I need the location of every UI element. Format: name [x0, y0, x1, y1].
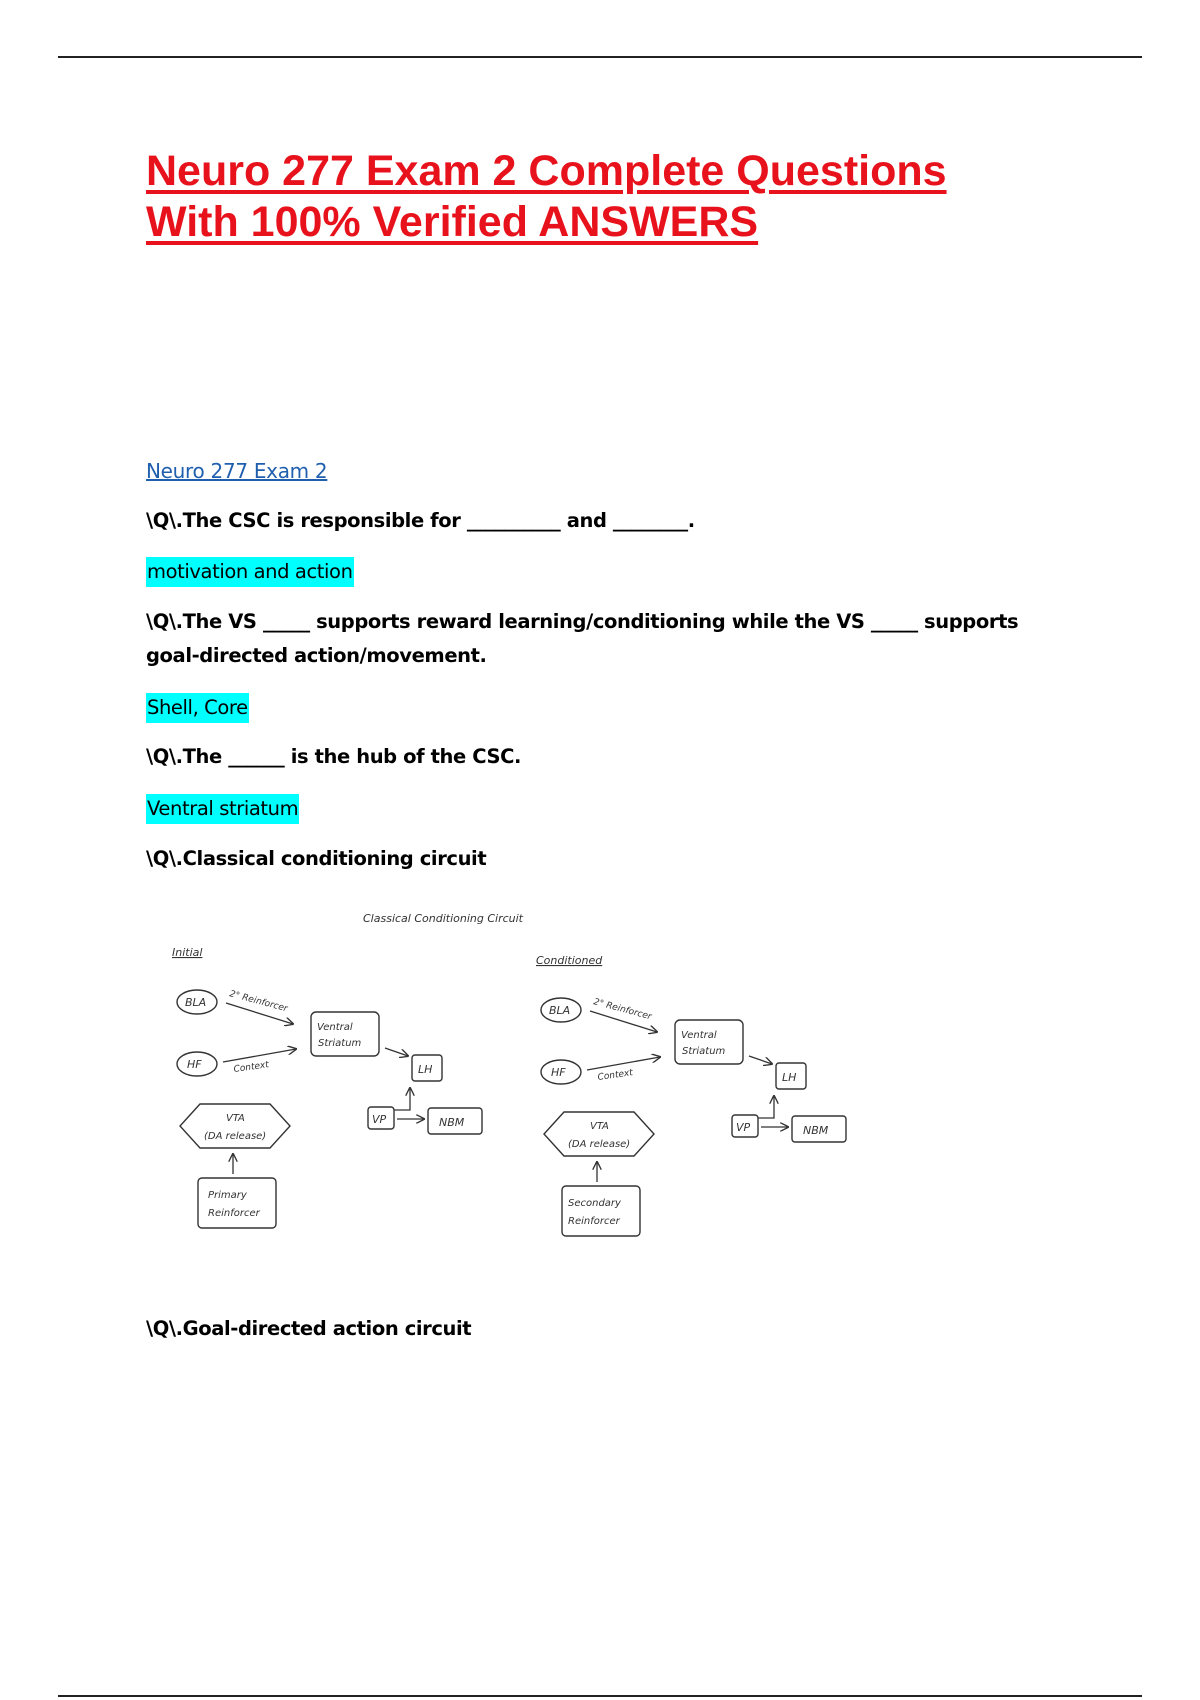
context-label: Context: [233, 1060, 270, 1075]
reinforcer-line2: Reinforcer: [568, 1216, 620, 1227]
question-2: \Q\.The VS _____ supports reward learning/conditioning while the VS _____ supports goal-directed action/movement.: [146, 610, 1019, 667]
hf-label: HF: [187, 1058, 202, 1071]
bottom-rule: [58, 1695, 1142, 1697]
hf-to-vs-arrow: [587, 1057, 660, 1070]
vta-line1: VTA: [590, 1121, 609, 1132]
conditioned-heading: Conditioned: [536, 954, 603, 967]
reinforcer-label: 2° Reinforcer: [228, 989, 289, 1015]
primary-reinforcer-node: [198, 1178, 276, 1228]
answer-2: Shell, Core: [146, 693, 249, 723]
vp-label: VP: [736, 1121, 751, 1134]
question-4: \Q\.Classical conditioning circuit: [146, 847, 487, 870]
reinforcer-line1: Primary: [208, 1190, 247, 1201]
diagram-caption: Classical Conditioning Circuit: [363, 912, 523, 925]
question-1: \Q\.The CSC is responsible for __________ and ________.: [146, 509, 695, 532]
reinforcer-label: 2° Reinforcer: [592, 997, 653, 1023]
vta-line1: VTA: [226, 1113, 245, 1124]
document-title: Neuro 277 Exam 2 Complete Questions With 100% Verified ANSWERS: [146, 147, 947, 246]
vta-line2: (DA release): [568, 1139, 631, 1150]
initial-heading: Initial: [172, 946, 203, 959]
answer-3: Ventral striatum: [146, 794, 299, 824]
vta-line2: (DA release): [204, 1131, 267, 1142]
initial-panel: [172, 946, 482, 1228]
vs-line2: Striatum: [682, 1046, 726, 1057]
vs-line1: Ventral: [317, 1022, 353, 1033]
nbm-label: NBM: [803, 1124, 829, 1137]
vp-to-lh-arrow: [394, 1088, 410, 1110]
bla-label: BLA: [185, 996, 207, 1009]
vp-to-lh-arrow: [758, 1096, 774, 1118]
answer-1: motivation and action: [146, 557, 354, 587]
conditioned-panel: [536, 954, 846, 1236]
vs-to-lh-arrow: [385, 1048, 408, 1056]
secondary-reinforcer-node: [562, 1186, 640, 1236]
vs-line2: Striatum: [318, 1038, 362, 1049]
question-5: \Q\.Goal-directed action circuit: [146, 1317, 472, 1340]
lh-label: LH: [782, 1071, 797, 1084]
bla-label: BLA: [549, 1004, 571, 1017]
vs-to-lh-arrow: [749, 1056, 772, 1064]
section-link[interactable]: Neuro 277 Exam 2: [146, 459, 328, 483]
hf-to-vs-arrow: [223, 1049, 296, 1062]
reinforcer-line2: Reinforcer: [208, 1208, 260, 1219]
top-rule: [58, 56, 1142, 58]
lh-label: LH: [418, 1063, 433, 1076]
vs-line1: Ventral: [681, 1030, 717, 1041]
classical-conditioning-diagram: [160, 898, 900, 1248]
context-label: Context: [597, 1068, 634, 1083]
nbm-label: NBM: [439, 1116, 465, 1129]
reinforcer-line1: Secondary: [568, 1198, 621, 1209]
hf-label: HF: [551, 1066, 566, 1079]
ventral-striatum-node: [311, 1012, 379, 1056]
vp-label: VP: [372, 1113, 387, 1126]
question-3: \Q\.The ______ is the hub of the CSC.: [146, 745, 522, 768]
ventral-striatum-node: [675, 1020, 743, 1064]
